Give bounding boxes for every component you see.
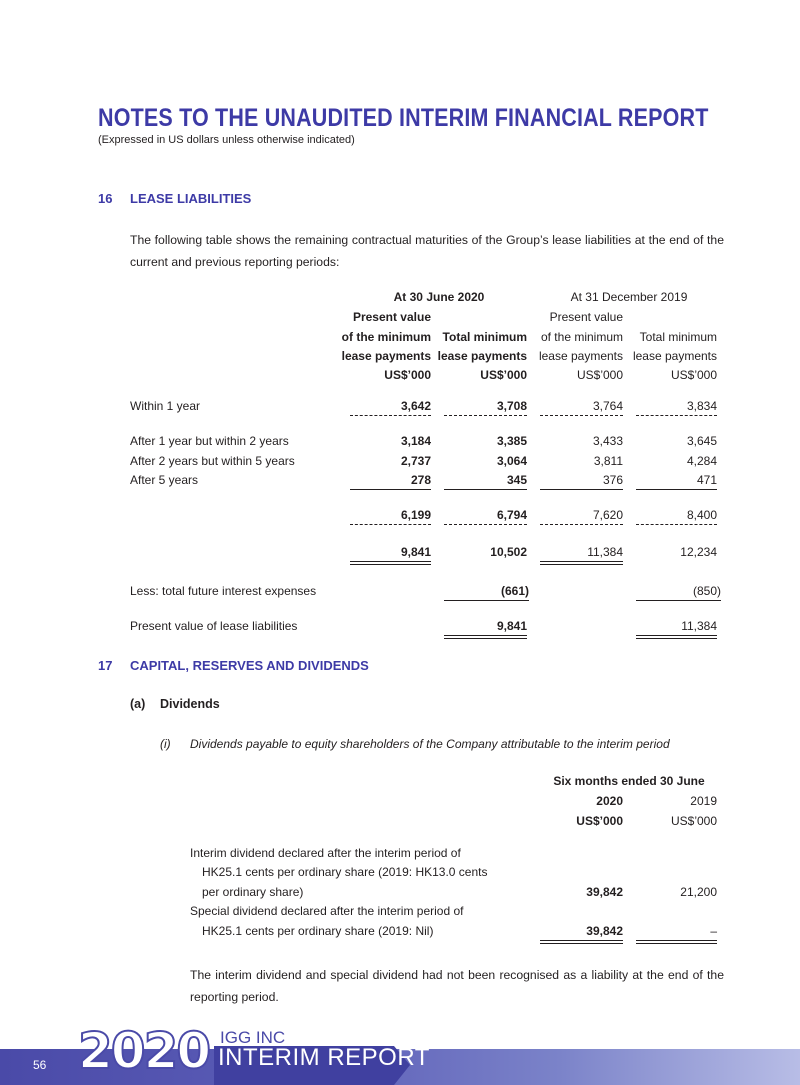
table-cell: 278 <box>410 473 431 487</box>
special-dividend-2020: 39,842 <box>586 924 623 938</box>
table-row-label: After 2 years but within 5 years <box>130 454 295 468</box>
pv-lease-2019: 11,384 <box>681 619 717 633</box>
year-2019-header: 2019 <box>690 794 717 808</box>
solid-rule <box>444 489 527 490</box>
page-number: 56 <box>33 1058 47 1072</box>
col-tm-2020-line1: Total minimum <box>442 330 527 344</box>
dividend-line: HK25.1 cents per ordinary share (2019: HK13.0 cents <box>202 865 488 879</box>
dividend-line: per ordinary share) <box>202 885 304 899</box>
table-cell: 345 <box>506 473 527 487</box>
dashed-rule <box>636 415 717 416</box>
double-rule <box>444 635 527 639</box>
unit-2020-header: US$’000 <box>576 814 623 828</box>
less-interest-label: Less: total future interest expenses <box>130 584 317 598</box>
table-cell: 376 <box>602 473 623 487</box>
interim-dividend-2020: 39,842 <box>586 885 623 899</box>
footer-year-logo: 2020 <box>78 1022 210 1080</box>
col-pv-2020-line1: Present value <box>352 310 431 324</box>
subsection-i-heading: Dividends payable to equity shareholders of the Company attributable to the interim period <box>190 737 670 751</box>
dashed-rule <box>444 415 527 416</box>
col-tm-2019-line1: Total minimum <box>639 330 717 344</box>
year-2020-header: 2020 <box>596 794 623 808</box>
dashed-rule <box>350 415 431 416</box>
table-cell: 3,642 <box>400 399 431 413</box>
dashed-rule <box>350 524 431 525</box>
table-cell: 4,284 <box>686 454 717 468</box>
pv-lease-label: Present value of lease liabilities <box>130 619 298 633</box>
dashed-rule <box>444 524 527 525</box>
subsection-a-heading: Dividends <box>160 697 220 711</box>
section-16-intro: The following table shows the remaining contractual maturities of the Group’s lease liabilities at the end of the current and previous reporting periods: <box>130 233 724 269</box>
dashed-rule <box>540 524 623 525</box>
table-cell: 3,645 <box>686 434 717 448</box>
less-interest-2020: (661) <box>500 584 529 598</box>
table-cell: 2,737 <box>400 454 431 468</box>
special-dividend-2019: – <box>710 924 717 938</box>
page-subtitle: (Expressed in US dollars unless otherwise indicated) <box>98 134 355 146</box>
double-rule <box>540 940 623 944</box>
footer-report-title: INTERIM REPORT <box>218 1044 430 1071</box>
col-tm-2020-unit: US$’000 <box>480 368 527 382</box>
table-cell: 3,385 <box>496 434 527 448</box>
table-cell: 3,184 <box>400 434 431 448</box>
subsection-i-label: (i) <box>160 737 171 751</box>
dividend-note: The interim dividend and special dividend had not been recognised as a liability at the end of the reporting period. <box>190 968 724 1004</box>
col-pv-2020-line3: lease payments <box>341 349 431 363</box>
table-cell: 3,433 <box>592 434 623 448</box>
col-pv-2019-line2: of the minimum <box>540 330 623 344</box>
dashed-rule <box>540 415 623 416</box>
total-cell: 10,502 <box>490 545 527 559</box>
double-rule <box>636 940 717 944</box>
subtotal-cell: 8,400 <box>686 508 717 522</box>
section-16-heading: LEASE LIABILITIES <box>130 191 252 206</box>
dividend-line: Interim dividend declared after the interim period of <box>190 846 461 860</box>
col-pv-2019-line1: Present value <box>549 310 623 324</box>
subsection-a-label: (a) <box>130 697 146 711</box>
solid-rule <box>350 489 431 490</box>
page-title: NOTES TO THE UNAUDITED INTERIM FINANCIAL REPORT <box>98 104 709 132</box>
subtotal-cell: 6,199 <box>400 508 431 522</box>
col-tm-2020-line2: lease payments <box>437 349 527 363</box>
double-rule <box>540 561 623 565</box>
period-header: Six months ended 30 June <box>553 774 705 788</box>
solid-rule <box>540 489 623 490</box>
table-cell: 471 <box>696 473 717 487</box>
table-cell: 3,834 <box>686 399 717 413</box>
interim-dividend-2019: 21,200 <box>680 885 717 899</box>
dividend-line: HK25.1 cents per ordinary share (2019: Nil) <box>202 924 434 938</box>
section-16-number: 16 <box>98 191 113 206</box>
footer-company: IGG INC <box>220 1028 286 1047</box>
double-rule <box>636 635 717 639</box>
table-cell: 3,708 <box>496 399 527 413</box>
col-tm-2019-line2: lease payments <box>632 349 717 363</box>
subtotal-cell: 6,794 <box>496 508 527 522</box>
col-pv-2020-unit: US$’000 <box>384 368 431 382</box>
col-pv-2019-line3: lease payments <box>538 349 623 363</box>
subtotal-cell: 7,620 <box>592 508 623 522</box>
solid-rule <box>636 600 721 601</box>
pv-lease-2020: 9,841 <box>496 619 527 633</box>
solid-rule <box>444 600 529 601</box>
col-tm-2019-unit: US$’000 <box>670 368 717 382</box>
total-cell: 11,384 <box>587 545 623 559</box>
col-pv-2020-line2: of the minimum <box>341 330 431 344</box>
section-17-heading: CAPITAL, RESERVES AND DIVIDENDS <box>130 658 369 673</box>
table-cell: 3,811 <box>593 454 623 468</box>
total-cell: 12,234 <box>680 545 717 559</box>
table-cell: 3,764 <box>592 399 623 413</box>
total-cell: 9,841 <box>400 545 431 559</box>
table-row-label: After 5 years <box>130 473 199 487</box>
solid-rule <box>636 489 717 490</box>
double-rule <box>350 561 431 565</box>
table-row-label: Within 1 year <box>130 399 201 413</box>
dividend-line: Special dividend declared after the interim period of <box>190 904 464 918</box>
group-header-2019: At 31 December 2019 <box>570 290 688 304</box>
section-17-number: 17 <box>98 658 113 673</box>
table-cell: 3,064 <box>496 454 527 468</box>
unit-2019-header: US$’000 <box>670 814 717 828</box>
group-header-2020: At 30 June 2020 <box>393 290 485 304</box>
dashed-rule <box>636 524 717 525</box>
table-row-label: After 1 year but within 2 years <box>130 434 289 448</box>
col-pv-2019-unit: US$’000 <box>576 368 623 382</box>
less-interest-2019: (850) <box>692 584 721 598</box>
